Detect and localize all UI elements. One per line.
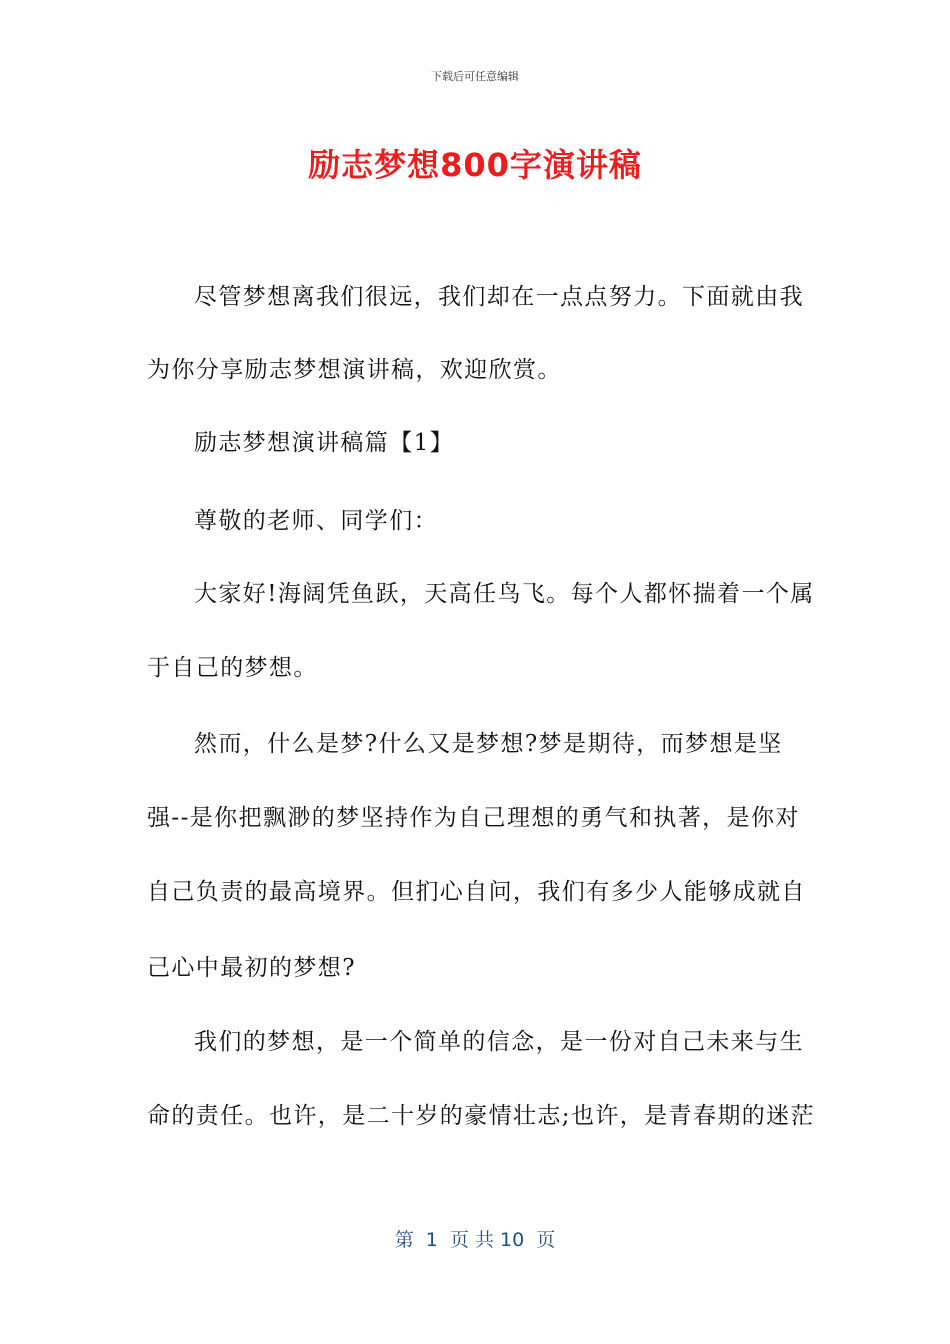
- paragraph-line: 命的责任。也许，是二十岁的豪情壮志;也许，是青春期的迷茫: [147, 1103, 815, 1129]
- paragraph-line: 强--是你把飘渺的梦坚持作为自己理想的勇气和执著，是你对: [147, 805, 800, 831]
- paragraph-line: 己心中最初的梦想?: [147, 955, 356, 981]
- paragraph-line: 自己负责的最高境界。但扪心自问，我们有多少人能够成就自: [147, 879, 806, 905]
- paragraph-line: 然而，什么是梦?什么又是梦想?梦是期待，而梦想是坚: [194, 731, 783, 757]
- paragraph-line: 大家好!海阔凭鱼跃，天高任鸟飞。每个人都怀揣着一个属: [194, 581, 815, 607]
- section-heading: 励志梦想演讲稿篇【1】: [194, 430, 455, 456]
- page-number: 第 1 页 共 10 页: [394, 1229, 556, 1251]
- document-title: 励志梦想800字演讲稿: [308, 146, 642, 184]
- paragraph-line: 我们的梦想，是一个简单的信念，是一份对自己未来与生: [194, 1029, 804, 1055]
- salutation: 尊敬的老师、同学们：: [194, 508, 438, 534]
- paragraph-line: 尽管梦想离我们很远，我们却在一点点努力。下面就由我: [194, 284, 804, 310]
- header-note: 下载后可任意编辑: [431, 70, 519, 83]
- paragraph-line: 于自己的梦想。: [147, 655, 318, 681]
- paragraph-line: 为你分享励志梦想演讲稿，欢迎欣赏。: [147, 357, 562, 383]
